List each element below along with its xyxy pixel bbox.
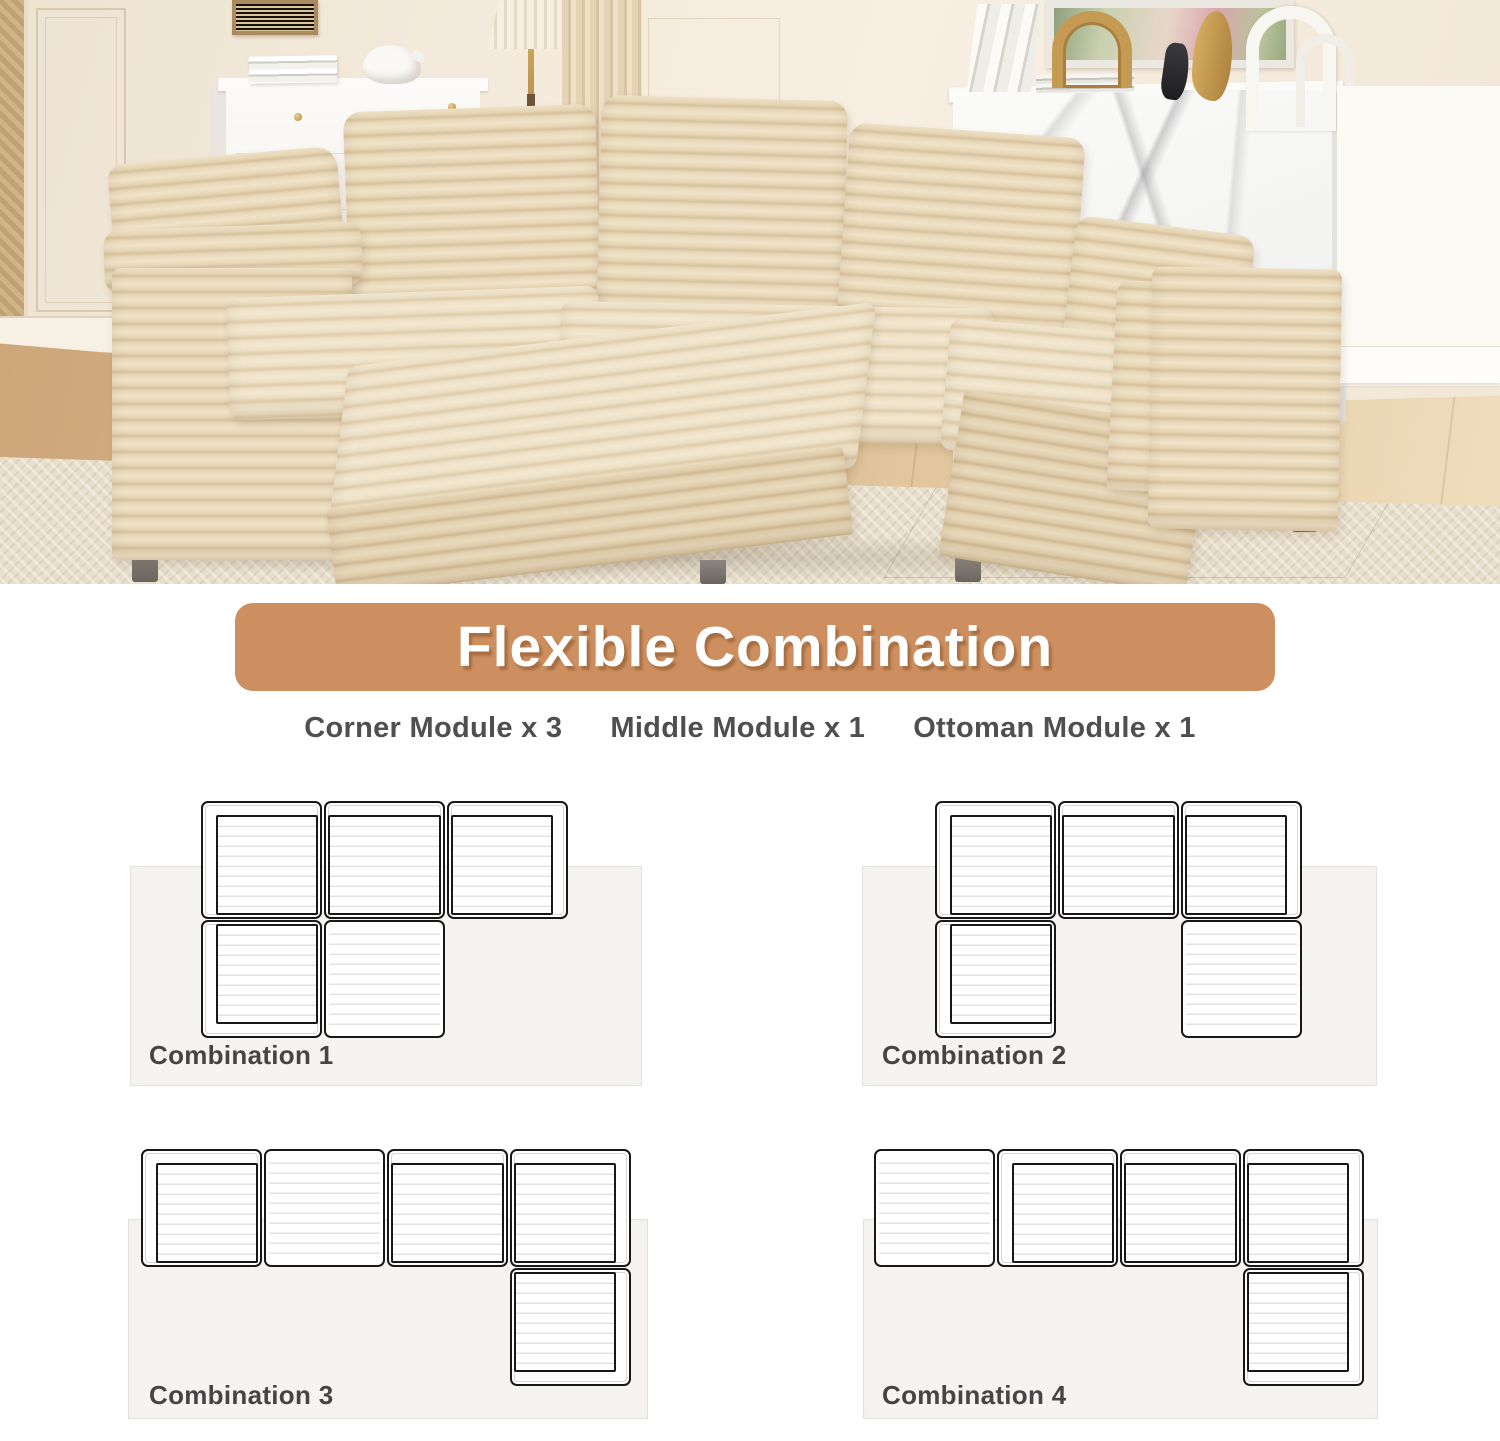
section-title: Flexible Combination bbox=[456, 615, 1054, 679]
ottoman-module-count: Ottoman Module x 1 bbox=[913, 712, 1196, 744]
stacked-books bbox=[249, 55, 337, 84]
corner-module bbox=[510, 1149, 631, 1267]
corner-module bbox=[935, 920, 1056, 1038]
combination-4-diagram bbox=[858, 1143, 1418, 1441]
corner-module bbox=[201, 801, 322, 919]
middle-module-count: Middle Module x 1 bbox=[610, 712, 866, 744]
module-seat bbox=[1062, 815, 1175, 915]
section-title-band bbox=[235, 603, 1275, 691]
gold-arch-sculpture bbox=[1052, 11, 1132, 88]
module-seat bbox=[1186, 925, 1297, 1033]
module-seat bbox=[1247, 1163, 1349, 1263]
corner-module bbox=[201, 920, 322, 1038]
corner-module bbox=[1243, 1268, 1364, 1386]
right-wall bbox=[1337, 86, 1500, 386]
module-seat bbox=[156, 1163, 258, 1263]
module-seat bbox=[451, 815, 553, 915]
right-arm bbox=[1148, 266, 1343, 531]
module-seat bbox=[950, 924, 1052, 1024]
corner-module-count: Corner Module x 3 bbox=[304, 712, 563, 744]
module-seat bbox=[950, 815, 1052, 915]
module-seat bbox=[216, 815, 318, 915]
combination-label: Combination 4 bbox=[882, 1380, 1067, 1410]
corner-module bbox=[1243, 1149, 1364, 1267]
module-seat bbox=[514, 1163, 616, 1263]
middle-module bbox=[387, 1149, 508, 1267]
middle-module bbox=[1058, 801, 1179, 919]
module-seat bbox=[1124, 1163, 1237, 1263]
gold-wall-panel bbox=[0, 0, 28, 322]
leaning-books bbox=[967, 4, 1042, 92]
module-seat bbox=[328, 815, 441, 915]
combination-1-diagram bbox=[125, 795, 685, 1107]
combination-label: Combination 1 bbox=[149, 1040, 334, 1070]
module-seat bbox=[514, 1272, 616, 1372]
drawer-knob bbox=[294, 113, 302, 121]
module-seat bbox=[1247, 1272, 1349, 1372]
middle-module bbox=[324, 801, 445, 919]
combination-3-diagram bbox=[125, 1143, 685, 1441]
module-seat bbox=[329, 925, 440, 1033]
lifestyle-photo bbox=[0, 0, 1500, 584]
baseboard bbox=[1337, 346, 1500, 383]
framed-art bbox=[232, 0, 318, 35]
module-seat bbox=[391, 1163, 504, 1263]
combination-label: Combination 2 bbox=[882, 1040, 1067, 1070]
corner-module bbox=[510, 1268, 631, 1386]
module-seat bbox=[269, 1154, 380, 1262]
middle-module bbox=[1120, 1149, 1241, 1267]
sofa-leg bbox=[700, 560, 726, 584]
corner-module bbox=[997, 1149, 1118, 1267]
ottoman-module bbox=[324, 920, 445, 1038]
combination-label: Combination 3 bbox=[149, 1380, 334, 1410]
module-seat bbox=[216, 924, 318, 1024]
module-seat bbox=[1012, 1163, 1114, 1263]
ottoman-module bbox=[264, 1149, 385, 1267]
decor-sculpture bbox=[363, 45, 421, 84]
module-count-line bbox=[0, 712, 1500, 745]
ottoman-module bbox=[874, 1149, 995, 1267]
corner-module bbox=[141, 1149, 262, 1267]
corner-module bbox=[1181, 801, 1302, 919]
ottoman-module bbox=[1181, 920, 1302, 1038]
module-seat bbox=[879, 1154, 990, 1262]
corner-module bbox=[935, 801, 1056, 919]
module-seat bbox=[1185, 815, 1287, 915]
corner-module bbox=[447, 801, 568, 919]
combination-2-diagram bbox=[858, 795, 1418, 1107]
